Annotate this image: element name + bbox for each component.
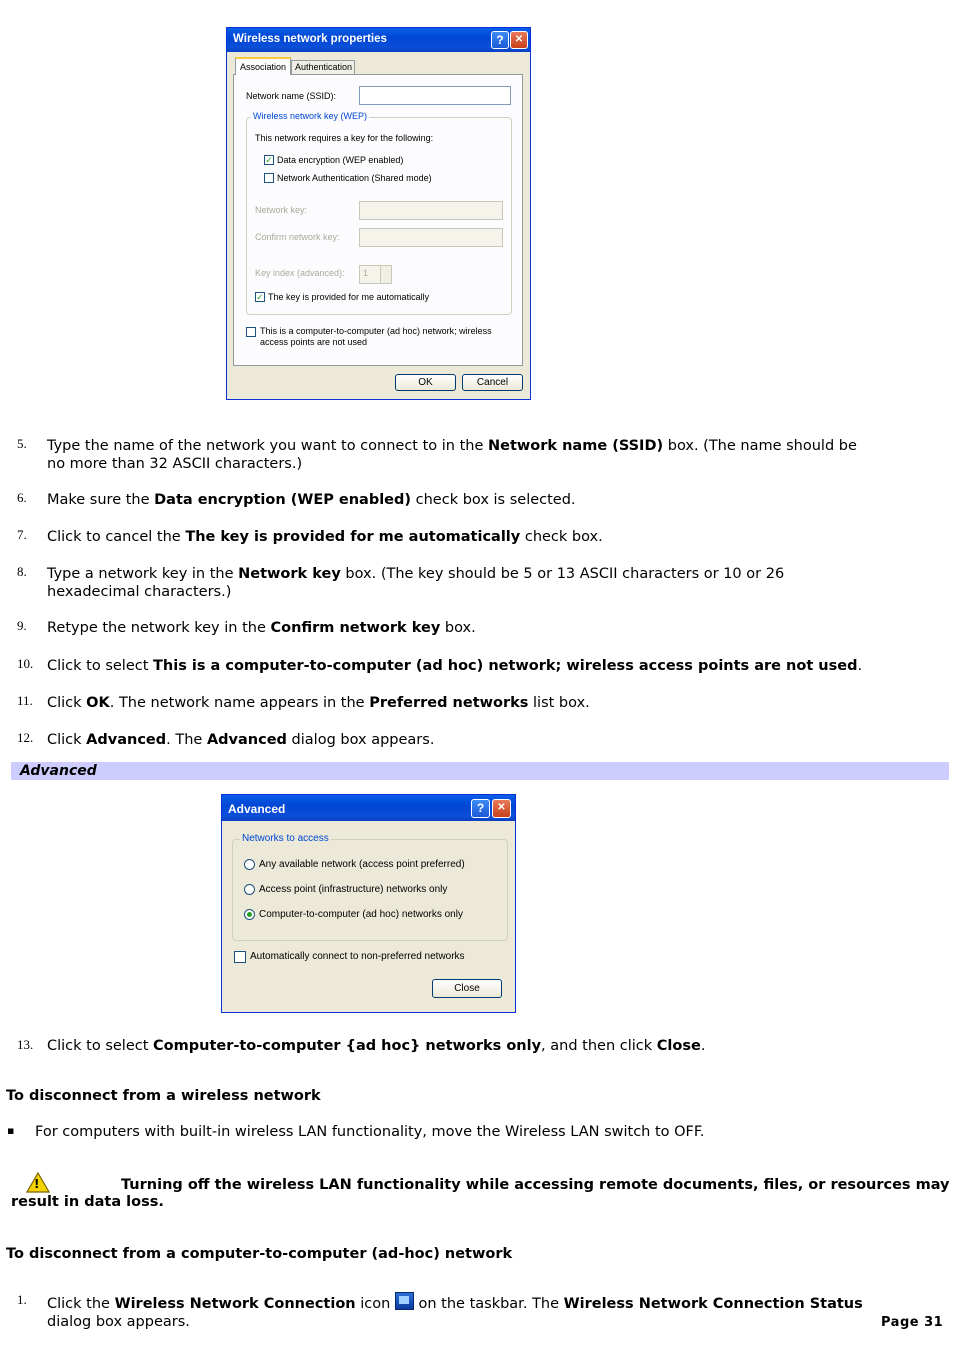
warning-icon-mark: !	[34, 1177, 40, 1191]
network-key-label: Network key:	[255, 205, 308, 215]
adhoc-checkbox[interactable]	[246, 327, 256, 337]
network-auth-checkbox[interactable]	[264, 173, 274, 183]
radio-any-network[interactable]	[244, 859, 255, 870]
title-bar	[227, 28, 530, 52]
adhoc-label-line2: access points are not used	[260, 337, 368, 347]
radio-any-network-label: Any available network (access point preferred)	[259, 859, 465, 870]
wireless-network-properties-dialog	[226, 27, 531, 400]
cancel-button[interactable]: Cancel	[462, 374, 523, 391]
key-auto-label: The key is provided for me automatically	[268, 292, 430, 302]
confirm-key-label: Confirm network key:	[255, 232, 340, 242]
network-auth-label: Network Authentication (Shared mode)	[277, 173, 432, 183]
close-dialog-button[interactable]: Close	[432, 979, 502, 998]
spinner-arrows[interactable]	[380, 266, 391, 283]
wep-group-label: Wireless network key (WEP)	[253, 111, 368, 121]
adhoc-label-line1: This is a computer-to-computer (ad hoc) network; wireless	[260, 326, 492, 336]
network-key-input[interactable]	[359, 201, 503, 220]
tab-authentication[interactable]: Authentication	[291, 60, 355, 75]
tab-association[interactable]: Association	[235, 57, 291, 75]
close-button[interactable]: ✕	[492, 799, 511, 818]
radio-access-point-label: Access point (infrastructure) networks only	[259, 884, 448, 895]
radio-computer-to-computer[interactable]	[244, 909, 255, 920]
wireless-connection-icon	[395, 1292, 414, 1310]
network-name-label: Network name (SSID):	[246, 91, 337, 101]
requires-text: This network requires a key for the following:	[255, 133, 434, 143]
radio-computer-to-computer-label: Computer-to-computer (ad hoc) networks only	[259, 909, 463, 920]
key-index-spinner[interactable]: 1	[359, 265, 392, 284]
radio-access-point[interactable]	[244, 884, 255, 895]
auto-connect-label: Automatically connect to non-preferred networks	[250, 951, 465, 962]
confirm-key-input[interactable]	[359, 228, 503, 247]
help-button[interactable]: ?	[491, 31, 509, 49]
advanced-dialog	[221, 794, 516, 1013]
key-index-label: Key index (advanced):	[255, 268, 345, 278]
section-bar-advanced: Advanced	[11, 762, 949, 780]
page-number: Page 31	[881, 1315, 944, 1330]
data-encryption-label: Data encryption (WEP enabled)	[277, 155, 404, 165]
data-encryption-checkbox[interactable]: ✓	[265, 155, 273, 165]
tab-panel	[233, 74, 523, 366]
network-name-input[interactable]	[359, 86, 511, 105]
close-button[interactable]: ✕	[510, 31, 528, 49]
dialog-title: Advanced	[228, 802, 286, 816]
auto-connect-checkbox[interactable]	[234, 951, 246, 963]
heading-disconnect-wireless: To disconnect from a wireless network	[6, 1088, 321, 1104]
help-button[interactable]: ?	[471, 799, 490, 818]
dialog-title: Wireless network properties	[233, 33, 387, 45]
key-auto-checkbox[interactable]: ✓	[256, 292, 264, 302]
networks-to-access-label: Networks to access	[242, 833, 329, 844]
ok-button[interactable]: OK	[395, 374, 456, 391]
bullet-icon: ▪	[7, 1124, 15, 1137]
heading-disconnect-adhoc: To disconnect from a computer-to-computer (ad-hoc) network	[6, 1246, 513, 1262]
title-bar	[222, 795, 515, 821]
